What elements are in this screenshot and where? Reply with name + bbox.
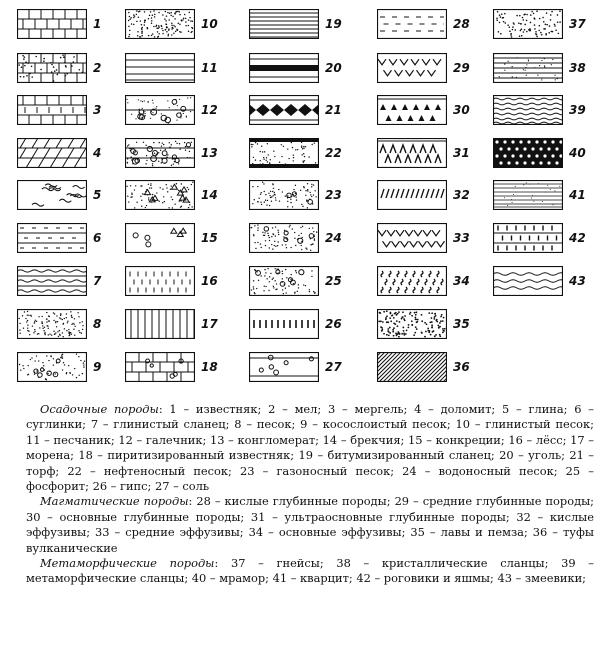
caption-metamorphic-text: : 37 – гнейсы; 38 – кристаллические сланцы; 39 – метаморфические сланцы; 40 – мрамор; 41 – кварцит; 42 – роговики и яшмы; 43 – змеевики;: [26, 556, 594, 586]
swatch-sandstone: [125, 53, 195, 83]
swatch-number: 23: [325, 188, 342, 202]
swatch-number: 36: [453, 360, 470, 374]
swatch-number: 24: [325, 231, 342, 245]
caption-metamorphic-title: Метаморфические породы: [40, 556, 215, 571]
swatch-gypsum: [249, 309, 319, 339]
swatch-number: 5: [93, 188, 102, 202]
swatch-number: 28: [453, 17, 470, 31]
swatch-number: 22: [325, 146, 342, 160]
swatch-coal: [249, 53, 319, 83]
swatch-number: 14: [201, 188, 218, 202]
swatch-number: 4: [93, 146, 102, 160]
swatch-chalk: [17, 53, 87, 83]
swatch-number: 39: [569, 103, 586, 117]
swatch-gneiss: [493, 9, 563, 39]
swatch-number: 9: [93, 360, 102, 374]
swatch-lava-pumice: [377, 309, 447, 339]
swatch-number: 1: [93, 17, 102, 31]
swatch-number: 43: [569, 274, 586, 288]
swatch-number: 8: [93, 317, 102, 331]
swatch-clayey-sand: [125, 9, 195, 39]
swatch-hornfels: [493, 223, 563, 253]
swatch-clay-shale: [17, 266, 87, 296]
swatch-number: 19: [325, 17, 342, 31]
swatch-basic-effusive: [377, 266, 447, 296]
swatch-marble: [493, 138, 563, 168]
caption-magmatic-text: : 28 – кислые глубинные породы; 29 – средние глубинные породы; 30 – основные глубинные породы; 31 – ультраосновные глубинные породы; 32 – кислые эффузивы; 33 – средние эффузивы; 34 – основные эффузивы; 35 – лавы и пемза; 36 – туфы вулканические: [26, 494, 594, 555]
swatch-intermediate-effusive: [377, 223, 447, 253]
swatch-number: 20: [325, 61, 342, 75]
swatch-phosphorite: [249, 266, 319, 296]
swatch-number: 34: [453, 274, 470, 288]
swatch-dolomite: [17, 138, 87, 168]
swatch-number: 6: [93, 231, 102, 245]
swatch-number: 21: [325, 103, 342, 117]
swatch-number: 42: [569, 231, 586, 245]
swatch-number: 40: [569, 146, 586, 160]
swatch-oil-sand: [249, 138, 319, 168]
swatch-number: 38: [569, 61, 586, 75]
swatch-number: 26: [325, 317, 342, 331]
swatch-number: 18: [201, 360, 218, 374]
swatch-number: 30: [453, 103, 470, 117]
caption-sedimentary-text: : 1 – известняк; 2 – мел; 3 – мергель; 4 – доломит; 5 – глина; 6 – суглинки; 7 – глинистый сланец; 8 – песок; 9 – косослоистый песок; 10 – глинистый песок; 11 – песчаник; 12 – галечник; 13 – конгломерат; 14 – брекчия; 15 – конкреции; 16 – лёсс; 17 – морена; 18 – пиритизированный известняк; 19 – битумизированный сланец; 20 – уголь; 21 – торф; 22 – нефтеносный песок; 23 – газоносный песок; 24 – водоносный песок; 25 – фосфорит; 26 – гипс; 27 – соль: [26, 402, 594, 494]
caption-sedimentary: [26, 402, 594, 494]
swatch-quartzite: [493, 180, 563, 210]
swatch-pebble: [125, 95, 195, 125]
legend-caption: [26, 402, 594, 587]
swatch-loess: [125, 266, 195, 296]
swatch-number: 25: [325, 274, 342, 288]
swatch-bituminous-shale: [249, 9, 319, 39]
swatch-limestone: [17, 9, 87, 39]
swatch-moraine: [125, 309, 195, 339]
swatch-volcanic-tuff: [377, 352, 447, 382]
swatch-marl: [17, 95, 87, 125]
swatch-acid-effusive: [377, 180, 447, 210]
swatch-number: 15: [201, 231, 218, 245]
swatch-clay: [17, 180, 87, 210]
swatch-number: 33: [453, 231, 470, 245]
swatch-breccia: [125, 180, 195, 210]
swatch-crystalline-schist: [493, 53, 563, 83]
swatch-number: 10: [201, 17, 218, 31]
swatch-number: 13: [201, 146, 218, 160]
swatch-salt: [249, 352, 319, 382]
swatch-number: 11: [201, 61, 218, 75]
swatch-basic-intrusive: [377, 95, 447, 125]
swatch-number: 31: [453, 146, 470, 160]
caption-magmatic-title: Магматические породы: [40, 494, 189, 509]
swatch-number: 3: [93, 103, 102, 117]
swatch-number: 35: [453, 317, 470, 331]
swatch-number: 37: [569, 17, 586, 31]
swatch-water-sand: [249, 223, 319, 253]
swatch-number: 29: [453, 61, 470, 75]
swatch-serpentinite: [493, 266, 563, 296]
swatch-gas-sand: [249, 180, 319, 210]
swatch-loam: [17, 223, 87, 253]
swatch-concretions: [125, 223, 195, 253]
swatch-crossbed-sand: [17, 352, 87, 382]
swatch-number: 17: [201, 317, 218, 331]
swatch-number: 16: [201, 274, 218, 288]
swatch-pyritized-limestone: [125, 352, 195, 382]
swatch-metamorphic-schist: [493, 95, 563, 125]
swatch-sand: [17, 309, 87, 339]
swatch-number: 7: [93, 274, 102, 288]
swatch-number: 41: [569, 188, 586, 202]
swatch-intermediate-intrusive: [377, 53, 447, 83]
caption-sedimentary-title: Осадочные породы: [40, 402, 159, 416]
swatch-ultrabasic-intrusive: [377, 138, 447, 168]
swatch-number: 32: [453, 188, 470, 202]
swatch-conglomerate: [125, 138, 195, 168]
caption-magmatic: [26, 494, 594, 556]
swatch-acid-intrusive: [377, 9, 447, 39]
caption-metamorphic: [26, 556, 594, 587]
swatch-peat: [249, 95, 319, 125]
swatch-number: 2: [93, 61, 102, 75]
swatch-number: 27: [325, 360, 342, 374]
swatch-number: 12: [201, 103, 218, 117]
